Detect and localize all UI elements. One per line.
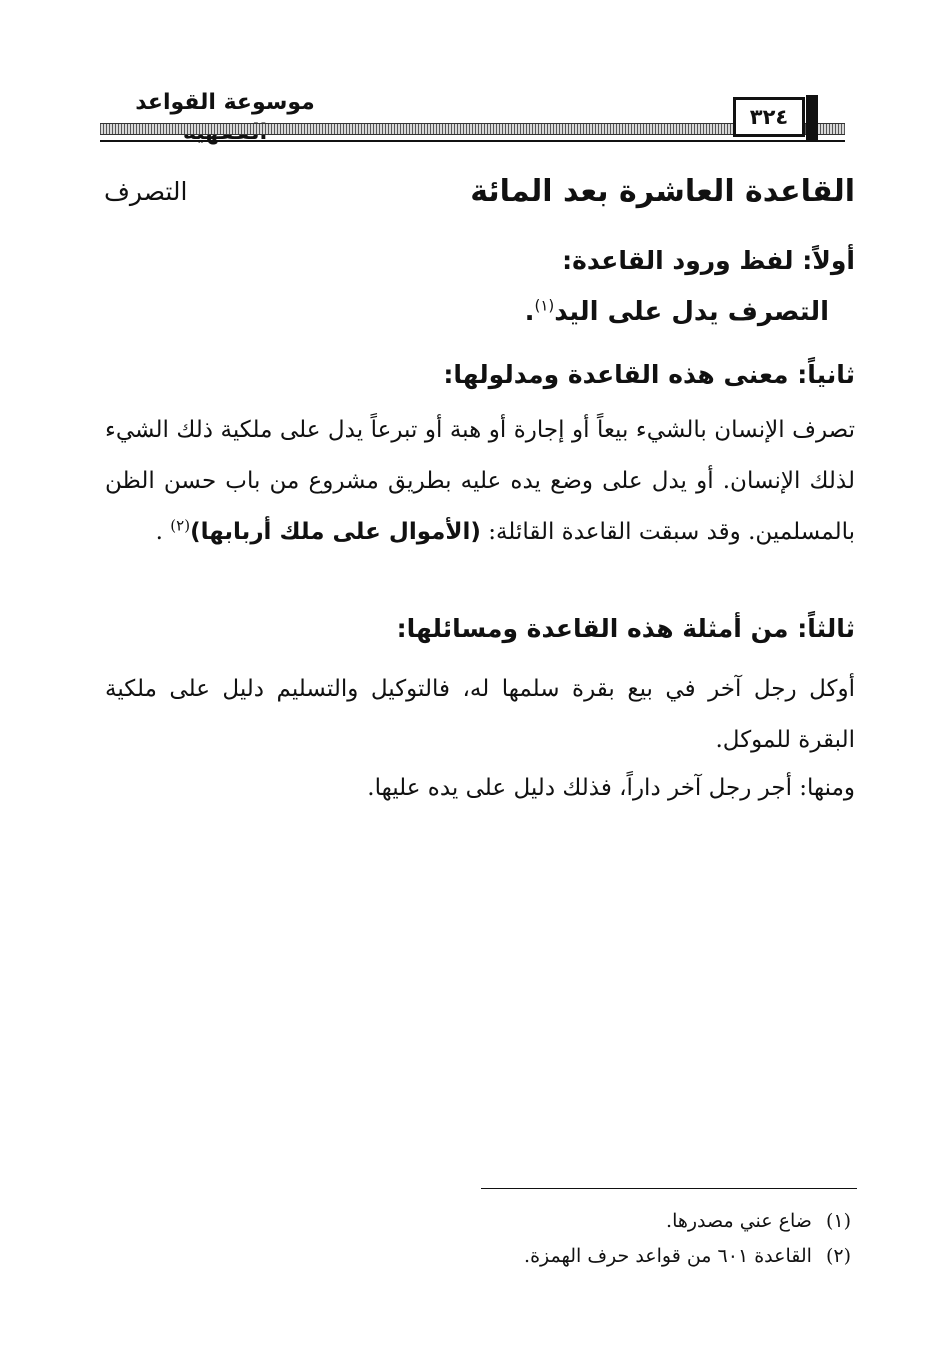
- footnote-1-number: (١): [825, 1210, 851, 1232]
- section-heading-wording: أولاً: لفظ ورود القاعدة:: [562, 246, 855, 275]
- meaning-text: تصرف الإنسان بالشيء بيعاً أو إجارة أو هبة أو تبرعاً يدل على ملكية ذلك الشيء لذلك الإنسان. أو يدل على وضع يده عليه بطريق مشروع من باب حسن الظن بالمسلمين. وقد سبقت القاعدة القائلة:: [105, 417, 855, 545]
- rule-statement: [525, 292, 829, 332]
- footnote-2-number: (٢): [825, 1245, 851, 1267]
- meaning-end: .: [155, 519, 171, 545]
- page-number-bar: [806, 95, 818, 141]
- section-heading-examples: ثالثاً: من أمثلة هذه القاعدة ومسائلها:: [396, 614, 855, 643]
- example-paragraph-2: ومنها: أجر رجل آخر داراً، فذلك دليل على يده عليها.: [367, 775, 855, 801]
- running-header-title: موسوعة القواعد: [135, 90, 315, 115]
- footnote-1-text: ضاع عني مصدرها.: [666, 1210, 812, 1232]
- referenced-rule-quote: (الأموال على ملك أربابها): [190, 519, 481, 545]
- rule-statement-end: .: [524, 297, 535, 327]
- footnote-1: [666, 1205, 851, 1237]
- rule-topic: التصرف: [104, 177, 188, 206]
- example-paragraph-1: أوكل رجل آخر في بيع بقرة سلمها له، فالتوكيل والتسليم دليل على ملكية البقرة للموكل.: [105, 676, 855, 753]
- footnote-2-text: القاعدة ٦٠١ من قواعد حرف الهمزة.: [524, 1245, 812, 1267]
- footnote-separator: [481, 1188, 857, 1189]
- rule-title: القاعدة العاشرة بعد المائة: [470, 174, 855, 209]
- section-heading-meaning: ثانياً: معنى هذه القاعدة ومدلولها:: [443, 360, 855, 389]
- meaning-paragraph: [105, 405, 855, 558]
- page-number: ٣٢٤: [733, 97, 805, 137]
- footnote-2: [524, 1240, 851, 1272]
- header-rule-line: [100, 140, 845, 142]
- rule-statement-text: التصرف يدل على اليد: [554, 297, 829, 327]
- footnote-ref-1: (١): [534, 296, 555, 315]
- footnote-ref-2: (٢): [170, 516, 191, 535]
